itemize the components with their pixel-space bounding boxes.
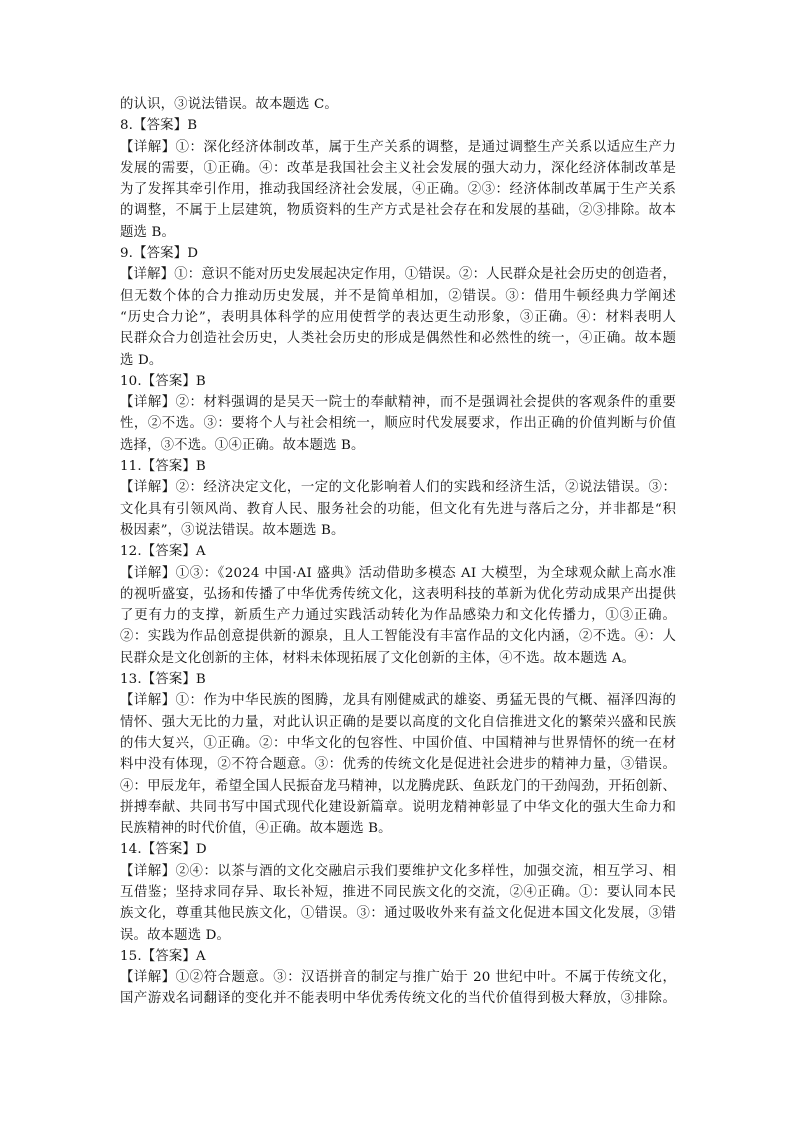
text-line: 11.【答案】B	[120, 459, 206, 475]
text-line: 料中没有体现，②不符合题意。③：优秀的传统文化是促进社会进步的精神力量，③错误。	[120, 757, 676, 773]
text-line: 的调整，不属于上层建筑，物质资料的生产方式是社会存在和发展的基础，②③排除。故本	[120, 203, 676, 219]
text-line: 9.【答案】D	[120, 246, 199, 262]
text-line: 选 D。	[120, 352, 163, 368]
text-line: 极因素”，③说法错误。故本题选 B。	[120, 522, 345, 538]
text-line: 12.【答案】A	[120, 544, 206, 560]
text-line: 性，②不选。③：要将个人与社会相统一，顺应时代发展要求，作出正确的价值判断与价值	[120, 416, 676, 432]
text-line: 15.【答案】A	[120, 948, 206, 964]
text-line: 了更有力的支撑，新质生产力通过实践活动转化为作品感染力和文化传播力，①③正确。	[120, 608, 676, 624]
text-line: 文化具有引领风尚、教育人民、服务社会的功能，但文化有先进与落后之分，并非都是“积	[120, 501, 676, 517]
text-line: 的伟大复兴，①正确。②：中华文化的包容性、中国价值、中国精神与世界情怀的统一在材	[120, 735, 676, 751]
text-line: 民群众是文化创新的主体，材料未体现拓展了文化创新的主体，④不选。故本题选 A。	[120, 650, 636, 666]
text-line: ④：甲辰龙年，希望全国人民振奋龙马精神，以龙腾虎跃、鱼跃龙门的干劲闯劲，开拓创新、	[120, 778, 676, 794]
text-line: 【详解】②：材料强调的是吴天一院士的奉献精神，而不是强调社会提供的客观条件的重要	[120, 395, 676, 411]
text-line: 但无数个体的合力推动历史发展，并不是简单相加，②错误。③：借用牛顿经典力学阐述	[120, 288, 676, 304]
text-line: 【详解】②④：以茶与酒的文化交融启示我们要维护文化多样性，加强交流，相互学习、相	[120, 863, 676, 879]
text-line: 题选 B。	[120, 224, 176, 240]
text-line: 【详解】①：作为中华民族的图腾，龙具有刚健威武的雄姿、勇猛无畏的气概、福泽四海的	[120, 693, 676, 709]
answer-explanation-page	[120, 94, 676, 1010]
text-line: “历史合力论”，表明具体科学的应用使哲学的表达更生动形象，③正确。④：材料表明人	[120, 309, 676, 325]
text-line: 【详解】②：经济决定文化，一定的文化影响着人们的实践和经济生活，②说法错误。③：	[120, 480, 676, 496]
text-line: 拼搏奉献、共同书写中国式现代化建设新篇章。说明龙精神彰显了中华文化的强大生命力和	[120, 799, 676, 815]
text-line: 为了发挥其牵引作用，推动我国经济社会发展，④正确。②③：经济体制改革属于生产关系	[120, 182, 676, 198]
text-line: 民族精神的时代价值，④正确。故本题选 B。	[120, 821, 392, 837]
text-line: 【详解】①③：《2024 中国·AI 盛典》活动借助多模态 AI 大模型，为全球观众献上高水准	[120, 565, 676, 581]
text-line: 发展的需要，①正确。④：改革是我国社会主义社会发展的强大动力，深化经济体制改革是	[120, 160, 676, 176]
text-line: 误。故本题选 D。	[120, 927, 231, 943]
text-line: 10.【答案】B	[120, 373, 206, 389]
text-line: 13.【答案】B	[120, 672, 206, 688]
text-line: 情怀、强大无比的力量，对此认识正确的是要以高度的文化自信推进文化的繁荣兴盛和民族	[120, 714, 676, 730]
text-line: 的认识，③说法错误。故本题选 C。	[120, 97, 338, 112]
text-line: 选择，③不选。①④正确。故本题选 B。	[120, 437, 365, 453]
text-line: 【详解】①：意识不能对历史发展起决定作用，①错误。②：人民群众是社会历史的创造者，	[120, 267, 676, 283]
text-line: 互借鉴；坚持求同存异、取长补短，推进不同民族文化的交流，②④正确。①：要认同本民	[120, 884, 676, 900]
text-line: 【详解】①：深化经济体制改革，属于生产关系的调整，是通过调整生产关系以适应生产力	[120, 139, 676, 155]
text-line: ②：实践为作品创意提供新的源泉，且人工智能没有丰富作品的文化内涵，②不选。④：人	[120, 629, 676, 645]
text-line: 14.【答案】D	[120, 842, 207, 858]
text-line: 的视听盛宴，弘扬和传播了中华优秀传统文化，这表明科技的革新为优化劳动成果产出提供	[120, 586, 676, 602]
text-line: 国产游戏名词翻译的变化并不能表明中华优秀传统文化的当代价值得到极大释放，③排除。	[120, 991, 676, 1007]
text-line: 族文化，尊重其他民族文化，①错误。③：通过吸收外来有益文化促进本国文化发展，③错	[120, 906, 676, 922]
text-line: 8.【答案】B	[120, 118, 198, 134]
text-line: 【详解】①②符合题意。③：汉语拼音的制定与推广始于 20 世纪中叶。不属于传统文化，	[120, 970, 676, 986]
text-line: 民群众合力创造社会历史，人类社会历史的形成是偶然性和必然性的统一，④正确。故本题	[120, 331, 676, 347]
